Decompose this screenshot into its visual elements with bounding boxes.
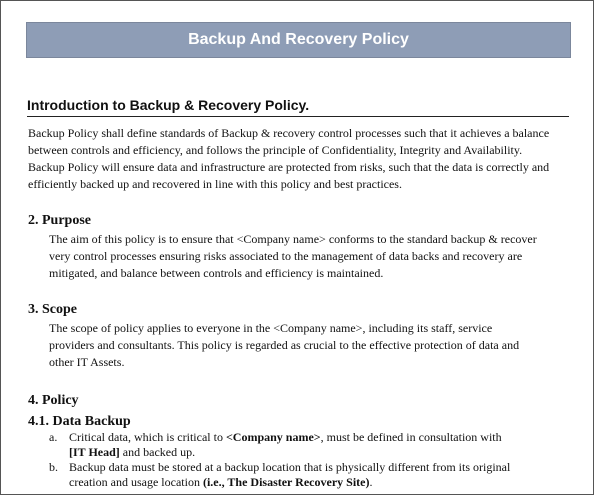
item-text: and backed up. <box>119 445 196 459</box>
page-title: Backup And Recovery Policy <box>188 31 409 48</box>
item-text: Critical data, which is critical to <box>69 430 226 444</box>
data-backup-subheading: 4.1. Data Backup <box>28 414 131 429</box>
list-marker: a. <box>49 430 58 444</box>
list-item <box>49 430 569 460</box>
scope-line: other IT Assets. <box>49 355 125 369</box>
purpose-line: mitigated, and balance between controls and efficiency is maintained. <box>49 266 384 280</box>
title-banner <box>26 22 571 58</box>
policy-list <box>49 430 569 490</box>
item-text: , must be defined in consultation with <box>320 430 502 444</box>
item-text: creation and usage location <box>69 475 203 489</box>
dr-site-bold: (i.e., The Disaster Recovery Site) <box>202 475 370 489</box>
scope-paragraph <box>49 320 569 371</box>
purpose-line: very control processes ensuring risks associated to the management of data backs and recovery are <box>49 249 523 263</box>
intro-line: Backup Policy will ensure data and infrastructure are protected from risks, such that the data is correctly and <box>28 160 550 174</box>
intro-line: Backup Policy shall define standards of Backup & recovery control processes such that it achieves a balance <box>28 126 550 140</box>
item-text: . <box>369 475 373 489</box>
scope-heading: 3. Scope <box>28 302 77 317</box>
purpose-line: The aim of this policy is to ensure that <Company name> conforms to the standard backup & recover <box>49 232 537 246</box>
scope-line: The scope of policy applies to everyone in the <Company name>, including its staff, service <box>49 321 493 335</box>
list-item <box>49 460 569 490</box>
intro-paragraph <box>28 125 573 193</box>
purpose-paragraph <box>49 231 569 282</box>
policy-heading: 4. Policy <box>28 393 79 408</box>
purpose-heading: 2. Purpose <box>28 213 91 228</box>
intro-line: efficiently backed up and recovered in line with this policy and best practices. <box>28 177 402 191</box>
item-text: Backup data must be stored at a backup location that is physically different from its original <box>69 460 511 474</box>
intro-line: between controls and efficiency, and follows the principle of Confidentiality, Integrity and Availability. <box>28 143 523 157</box>
company-name-bold: <Company name> <box>225 430 321 444</box>
scope-line: providers and consultants. This policy is regarded as crucial to the effective protection of data and <box>49 338 520 352</box>
list-marker: b. <box>49 460 58 474</box>
intro-heading: Introduction to Backup & Recovery Policy. <box>27 97 569 117</box>
it-head-bold: [IT Head] <box>69 445 120 459</box>
